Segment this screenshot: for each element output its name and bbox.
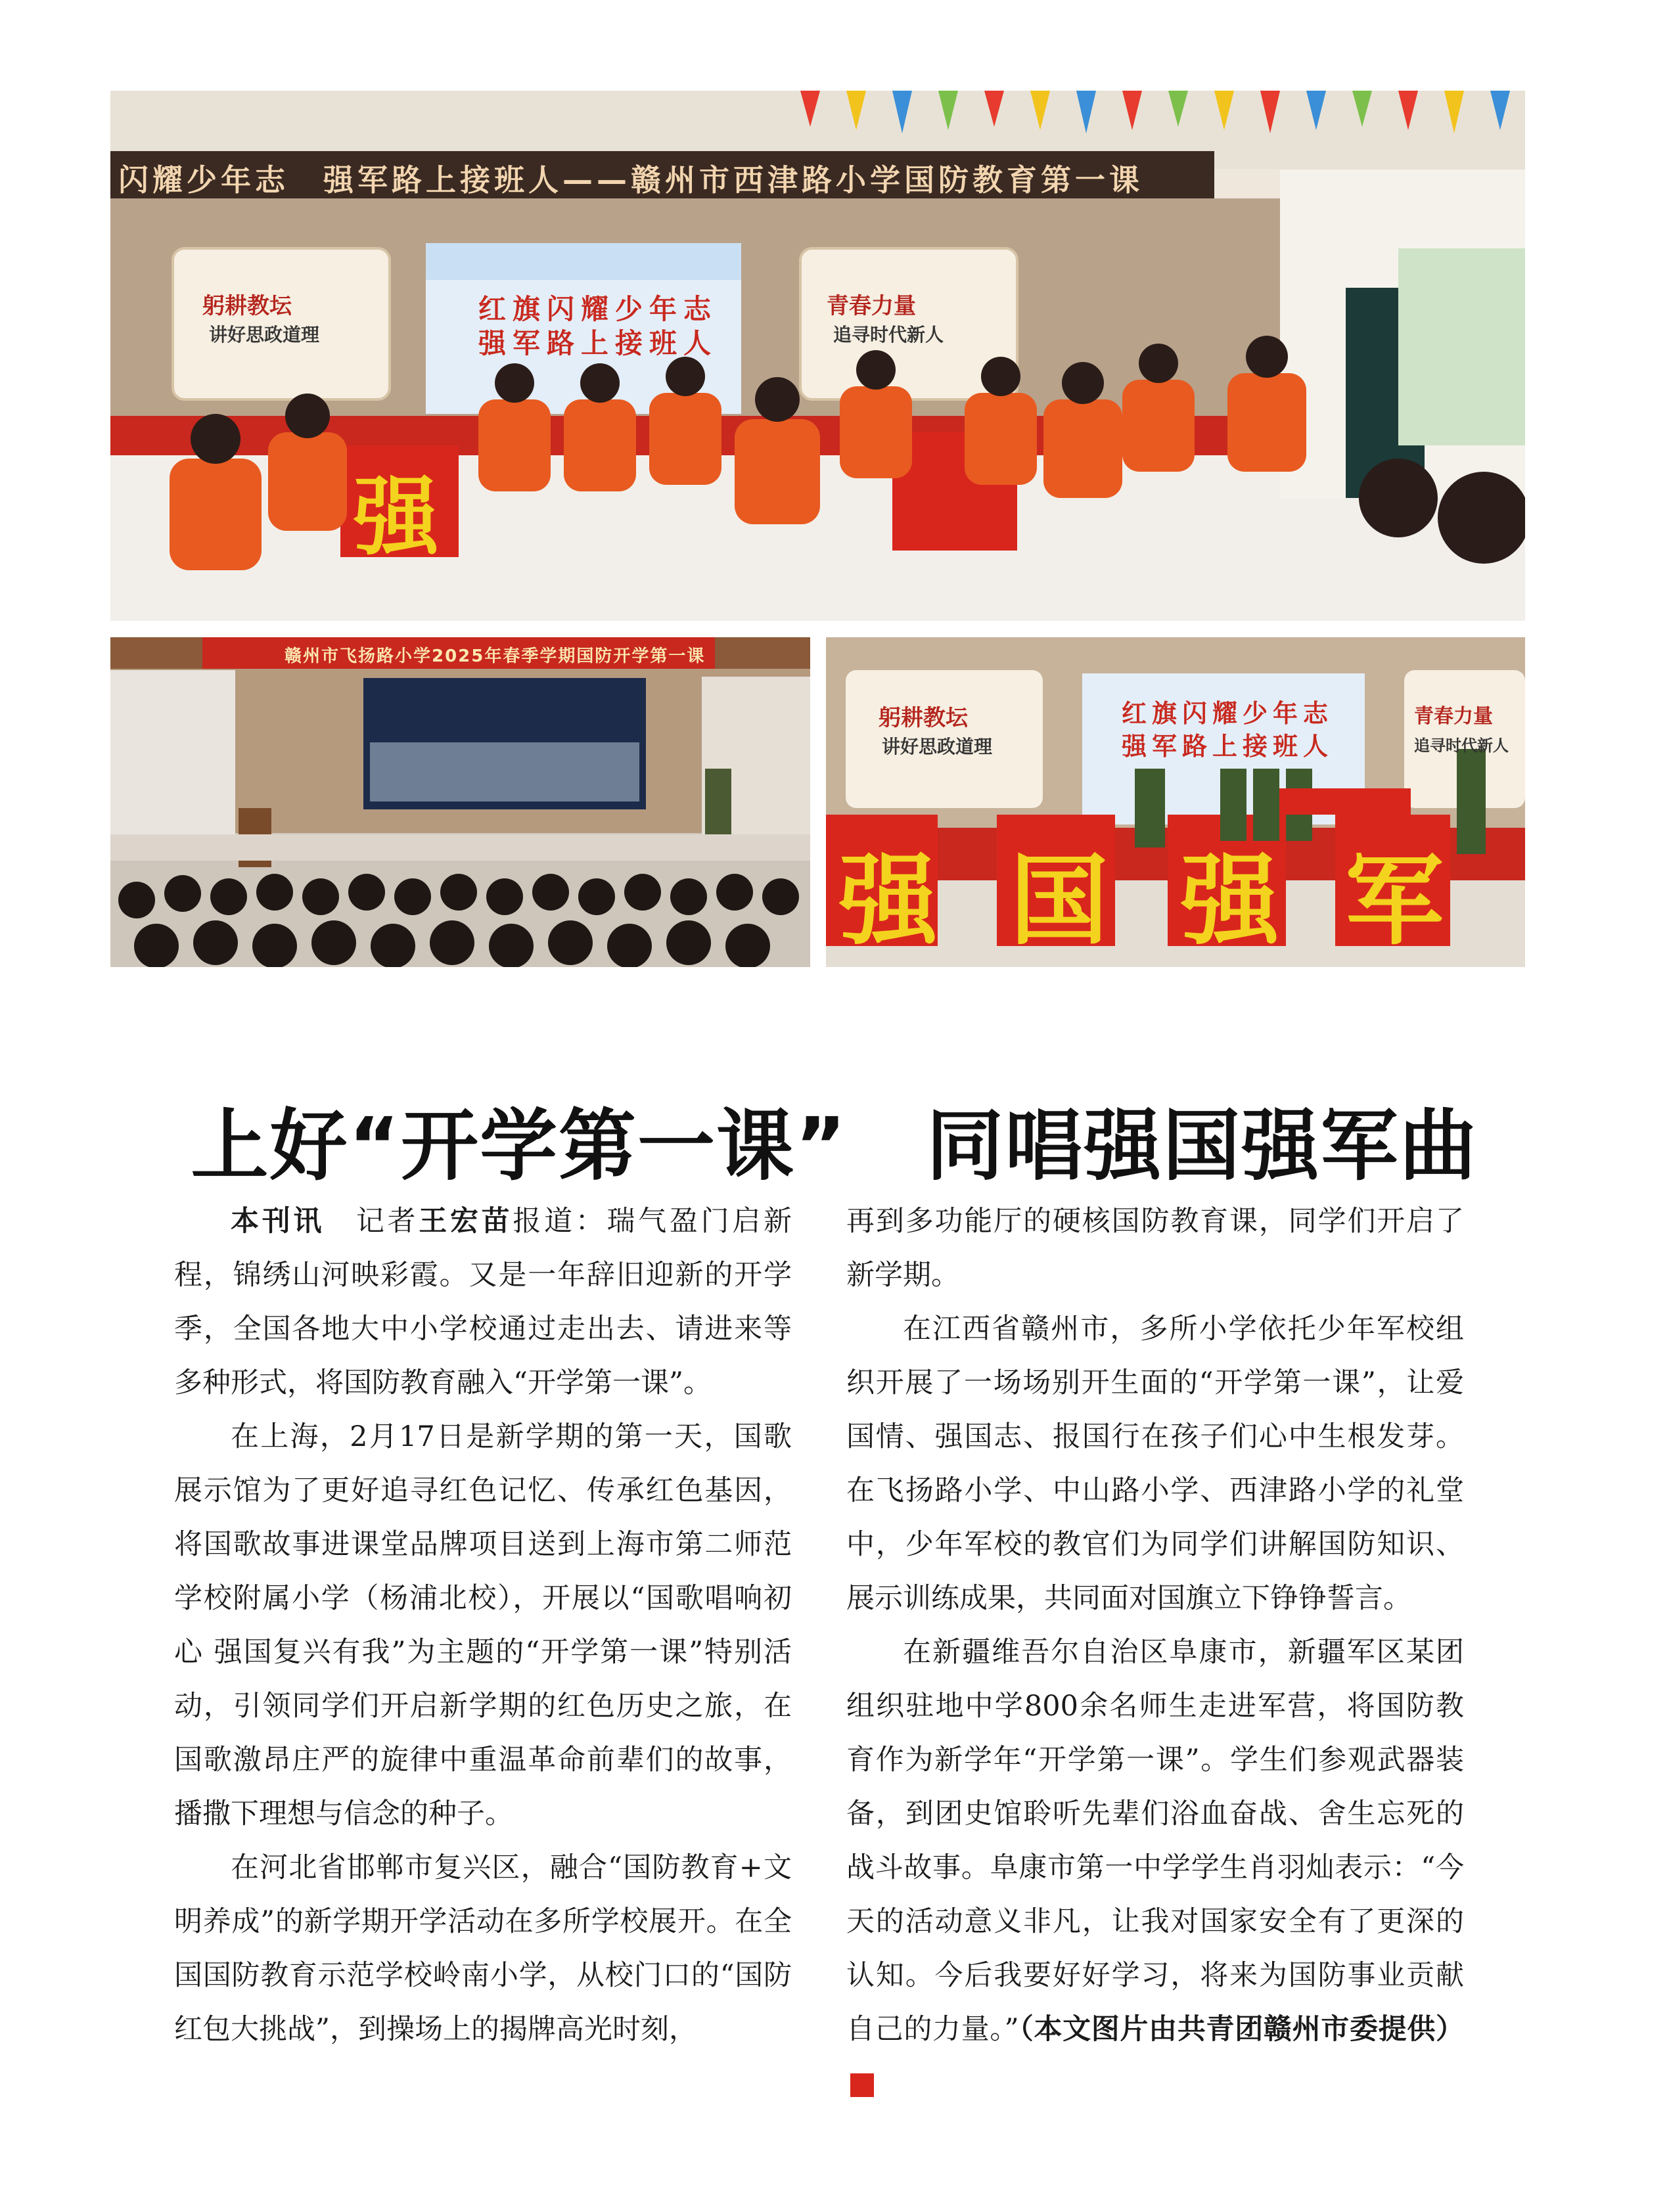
photo-credit: （本文图片由共青团赣州市委提供）	[1018, 2013, 1464, 2046]
br-photo-char-2: 国	[1010, 844, 1109, 959]
top-photo-board-left-sub: 讲好思政道理	[209, 324, 320, 346]
article-paragraph-4: 在江西省赣州市，多所小学依托少年军校组织开展了一场场别开生面的“开学第一课”，让爱国情、强国志、报国行在孩子们心中生根发芽。在飞扬路小学、中山路小学、西津路小学的礼堂中，少年军校的教官们为同学们讲解国防知识、展示训练成果，共同面对国旗立下铮铮誓言。	[846, 1313, 1464, 1615]
photo-flag-ceremony	[826, 637, 1525, 967]
article-paragraph-3-continued: 再到多功能厅的硬核国防教育课，同学们开启了新学期。	[846, 1205, 1464, 1292]
paragraph-5-text: 在新疆维吾尔自治区阜康市，新疆军区某团组织驻地中学800余名师生走进军营，将国防教育作为新学年“开学第一课”。学生们参观武器装备，到团史馆聆听先辈们浴血奋战、舍生忘死的战斗故事。阜康市第一中学学生肖羽灿表示：“今天的活动意义非凡，让我对国家安全有了更深的认知。今后我要好好学习，将来为国防事业贡献自己的力量。”	[846, 1636, 1464, 2046]
photo-martial-arts-performance	[110, 91, 1525, 621]
top-photo-board-right-sub: 追寻时代新人	[833, 324, 944, 346]
top-photo-board-right-title: 青春力量	[827, 293, 916, 319]
top-photo-screen-line1: 红旗闪耀少年志	[478, 293, 718, 325]
article-paragraph-1	[174, 1194, 792, 1410]
paragraph-1-text: 报道：瑞气盈门启新程，锦绣山河映彩霞。又是一年辞旧迎新的开学季，全国各地大中小学校通过走出去、请进来等多种形式，将国防教育融入“开学第一课”。	[174, 1205, 792, 1399]
br-photo-board-right-sub: 追寻时代新人	[1414, 736, 1509, 755]
br-photo-board-left-title: 躬耕教坛	[879, 705, 968, 731]
br-photo-board-right-title: 青春力量	[1414, 705, 1493, 728]
br-photo-char-4: 军	[1345, 844, 1444, 959]
end-mark-icon: G	[850, 2073, 874, 2097]
top-photo-banner: 闪耀少年志 强军路上接班人——赣州市西津路小学国防教育第一课	[118, 162, 1143, 198]
br-photo-screen-line2: 强军路上接班人	[1122, 732, 1334, 761]
top-photo-screen-line2: 强军路上接班人	[478, 327, 718, 359]
bl-photo-banner: 赣州市飞扬路小学2025年春季学期国防开学第一课	[285, 646, 706, 666]
top-photo-floor-char: 强	[354, 467, 440, 567]
br-photo-char-1: 强	[839, 844, 938, 959]
article-headline: 上好“开学第一课” 同唱强国强军曲	[191, 1100, 1478, 1192]
lead-label: 本刊讯	[231, 1205, 325, 1238]
br-photo-char-3: 强	[1181, 844, 1280, 959]
article-paragraph-2: 在上海，2月17日是新学期的第一天，国歌展示馆为了更好追寻红色记忆、传承红色基因，将国歌故事进课堂品牌项目送到上海市第二师范学校附属小学（杨浦北校），开展以“国歌唱响初心 强国复兴有我”为主题的“开学第一课”特别活动，引领同学们开启新学期的红色历史之旅，在国歌激昂庄严的旋律中重温革命前辈们的故事，播撒下理想与信念的种子。	[174, 1420, 792, 1830]
photo-auditorium-class	[110, 637, 810, 967]
article-column-left	[174, 1194, 792, 2056]
article-paragraph-5	[846, 1625, 1464, 2110]
article-paragraph-3: 在河北省邯郸市复兴区，融合“国防教育+文明养成”的新学期开学活动在多所学校展开。在全国国防教育示范学校岭南小学，从校门口的“国防红包大挑战”，到操场上的揭牌高光时刻，	[174, 1851, 792, 2046]
article-column-right	[846, 1194, 1464, 2110]
reporter-name: 王宏苗	[419, 1205, 513, 1238]
br-photo-screen-line1: 红旗闪耀少年志	[1122, 699, 1334, 728]
top-photo-board-left-title: 躬耕教坛	[202, 293, 292, 319]
photo-bl-illustration	[110, 637, 810, 967]
reporter-prefix: 记者	[355, 1205, 419, 1238]
br-photo-board-left-sub: 讲好思政道理	[882, 736, 993, 757]
